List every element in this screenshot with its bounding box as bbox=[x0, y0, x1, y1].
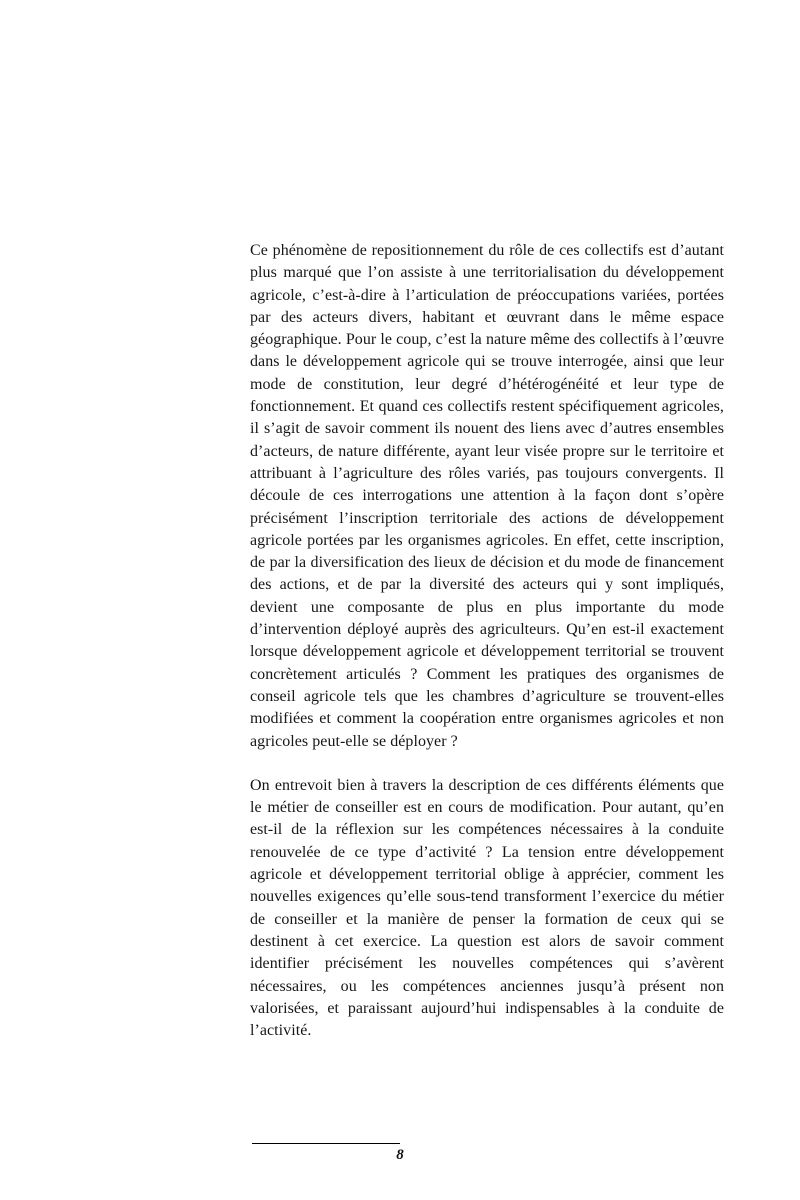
footer-rule bbox=[252, 1143, 400, 1144]
body-text bbox=[250, 240, 724, 1042]
body-paragraph-1: Ce phénomène de repositionnement du rôle de ces collectifs est d’autant plus marqué que l’on assiste à une territorialisation du développement agricole, c’est-à-dire à l’articulation de préoccupations variées, portées par des acteurs divers, habitant et œuvrant dans le même espace géographique. Pour le coup, c’est la nature même des collectifs à l’œuvre dans le développement agricole qui se trouve interrogée, ainsi que leur mode de constitution, leur degré d’hétérogénéité et leur type de fonctionnement. Et quand ces collectifs restent spécifiquement agricoles, il s’agit de savoir comment ils nouent des liens avec d’autres ensembles d’acteurs, de nature différente, ayant leur visée propre sur le territoire et attribuant à l’agriculture des rôles variés, pas toujours convergents. Il découle de ces interrogations une attention à la façon dont s’opère précisément l’inscription territoriale des actions de développement agricole portées par les organismes agricoles. En effet, cette inscription, de par la diversification des lieux de décision et du mode de financement des actions, et de par la diversité des acteurs qui y sont impliqués, devient une composante de plus en plus importante du mode d’intervention déployé auprès des agriculteurs. Qu’en est-il exactement lorsque développement agricole et développement territorial se trouvent concrètement articulés ? Comment les pratiques des organismes de conseil agricole tels que les chambres d’agriculture se trouvent-elles modifiées et comment la coopération entre organismes agricoles et non agricoles peut-elle se déployer ? bbox=[250, 242, 724, 750]
body-paragraph-2: On entrevoit bien à travers la description de ces différents éléments que le métier de conseiller est en cours de modification. Pour autant, qu’en est-il de la réflexion sur les compétences nécessaires à la conduite renouvelée de ce type d’activité ? La tension entre développement agricole et développement territorial oblige à apprécier, comment les nouvelles exigences qu’elle sous-tend transforment l’exercice du métier de conseiller et la manière de penser la formation de ceux qui se destinent à cet exercice. La question est alors de savoir comment identifier précisément les nouvelles compétences qui s’avèrent nécessaires, ou les compétences anciennes jusqu’à présent non valorisées, et paraissant aujourd’hui indispensables à la conduite de l’activité. bbox=[250, 776, 724, 1040]
page-number: 8 bbox=[396, 1147, 404, 1163]
